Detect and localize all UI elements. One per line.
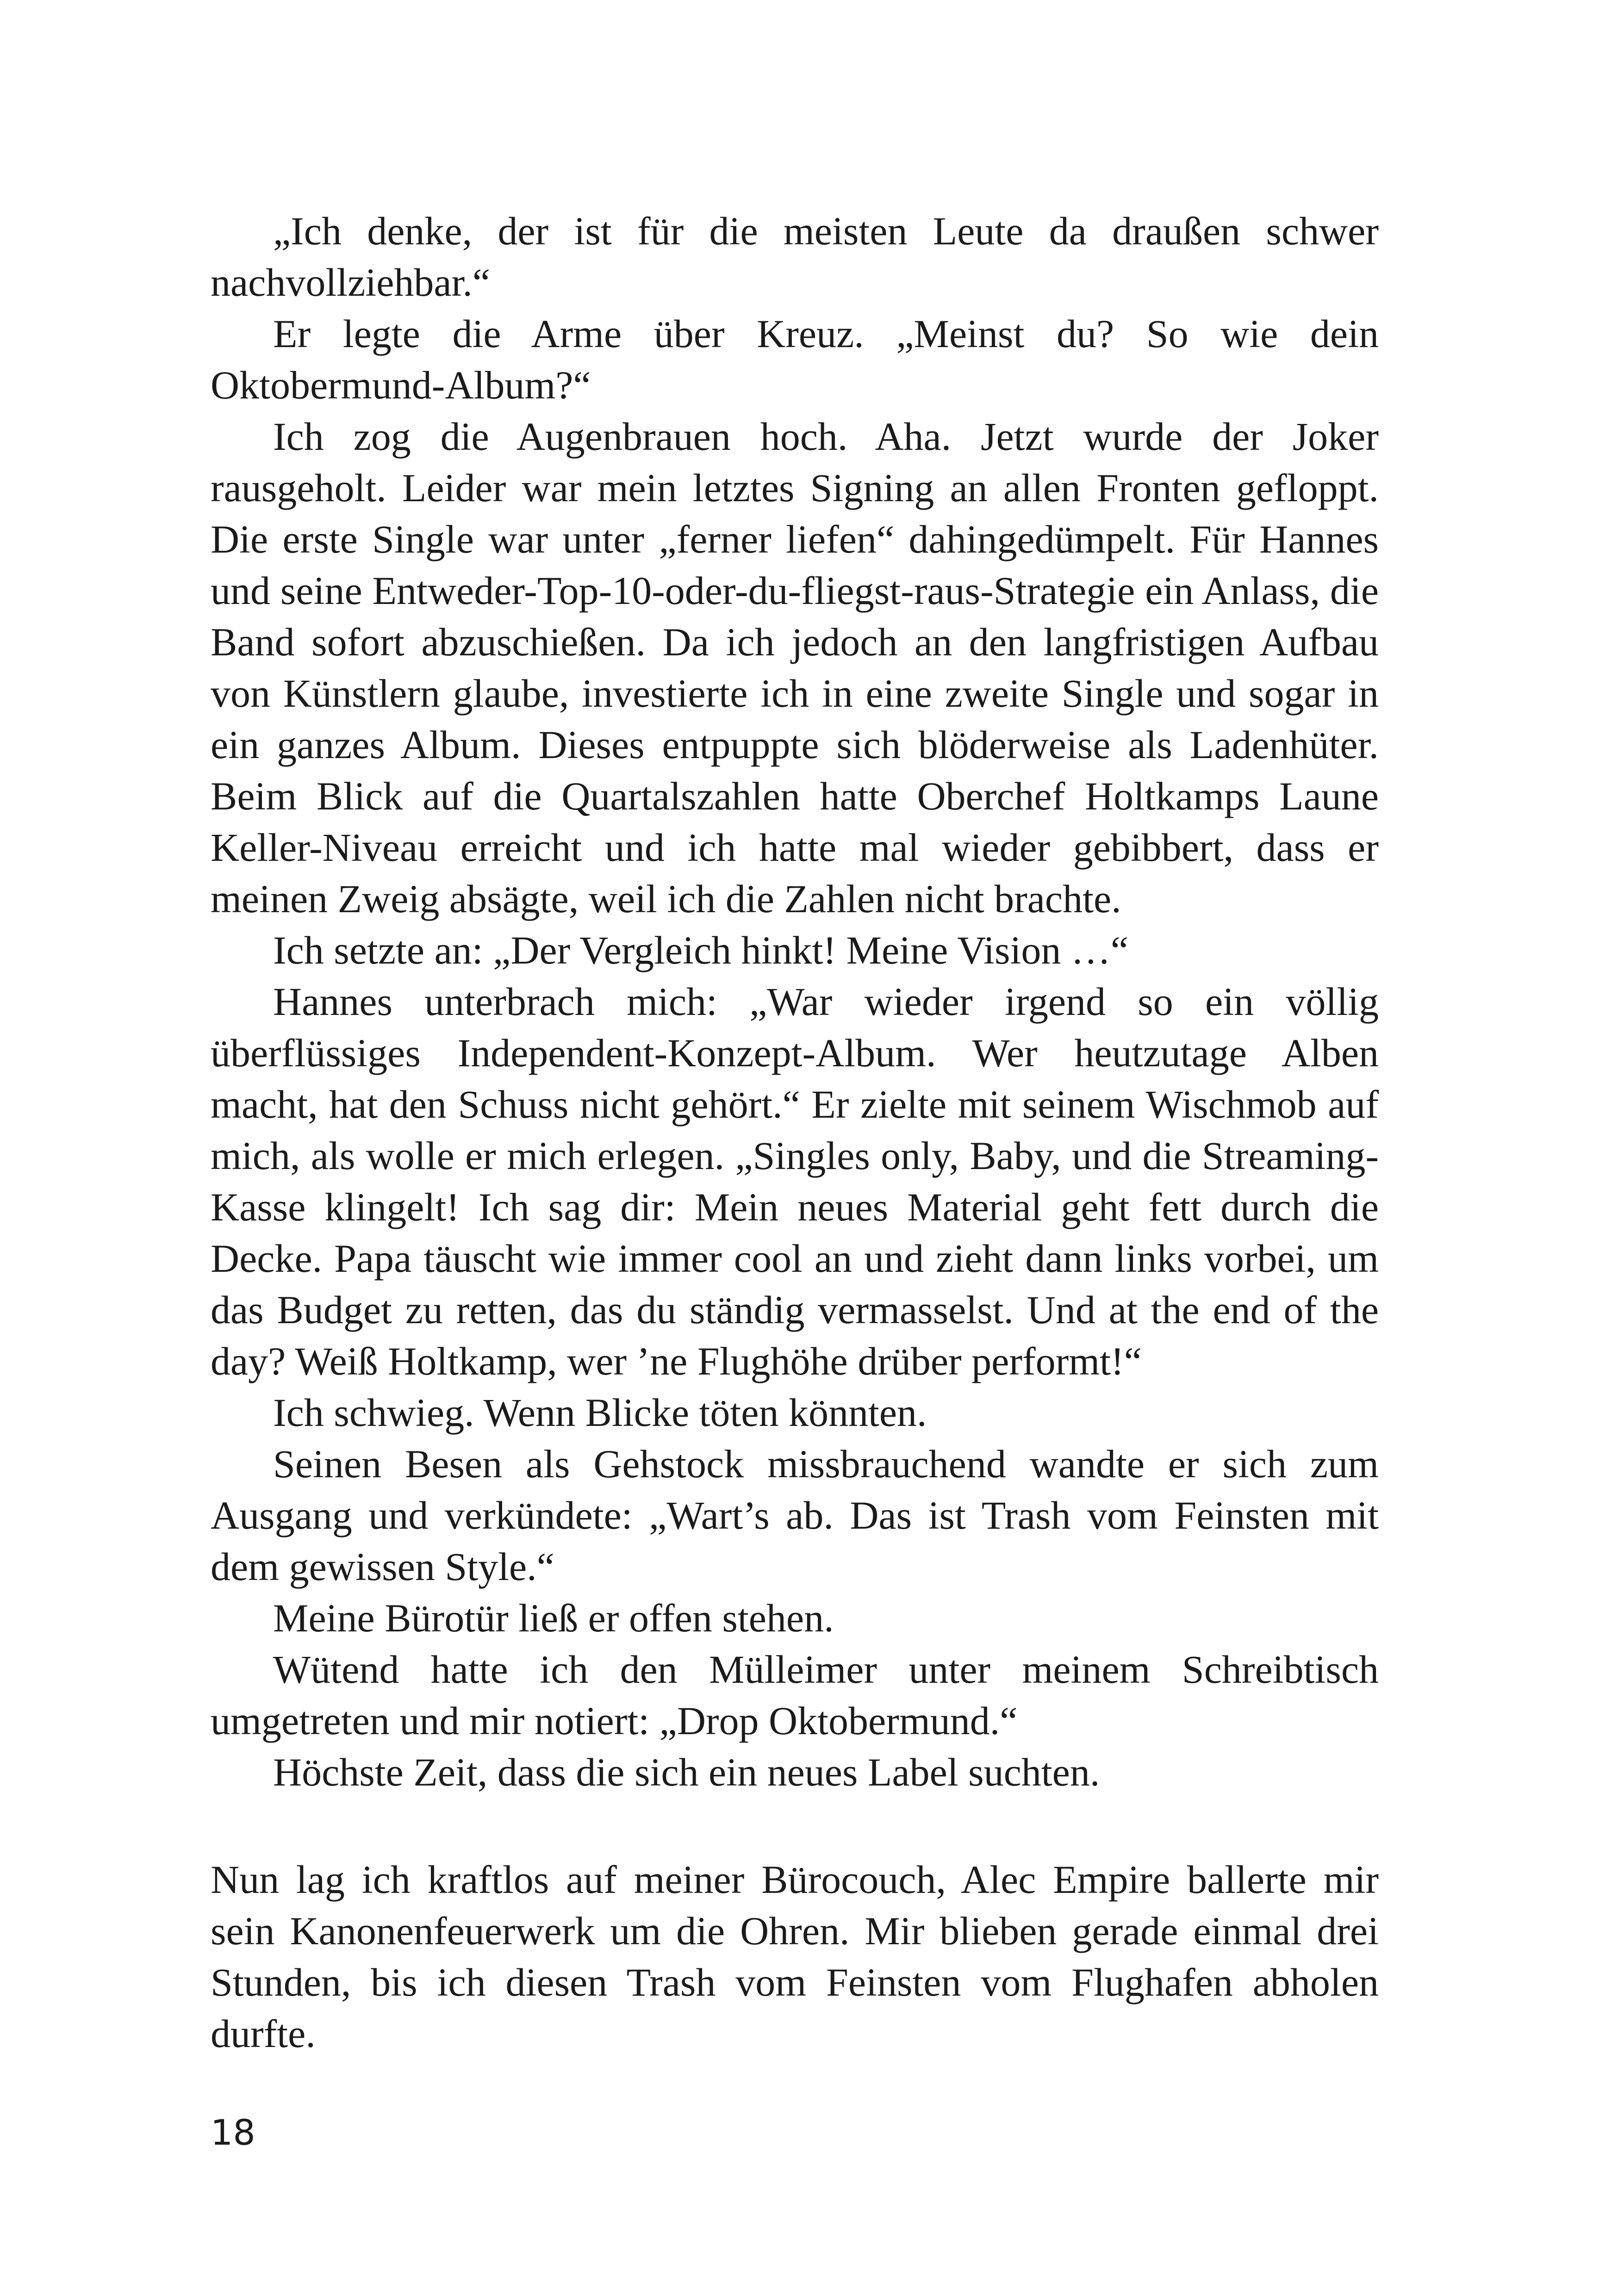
paragraph: Ich setzte an: „Der Vergleich hinkt! Meine Vision …“ [273, 928, 1129, 972]
paragraph: Meine Bürotür ließ er offen stehen. [273, 1596, 834, 1640]
paragraph: Er legte die Arme über Kreuz. „Meinst du? So wie dein Oktobermund-Album?“ [211, 311, 1379, 407]
paragraph: Ich schwieg. Wenn Blicke töten könnten. [273, 1390, 927, 1435]
paragraph: „Ich denke, der ist für die meisten Leute da draußen schwer nachvollziehbar.“ [211, 209, 1379, 305]
paragraph: Nun lag ich kraftlos auf meiner Bürocouch, Alec Empire ballerte mir sein Kanonenfeuerwerk um die Ohren. Mir blieben gerade einmal drei Stunden, bis ich diesen Trash vom Feinsten vom Flughafen abholen durfte. [211, 1857, 1379, 2056]
paragraph: Ich zog die Augenbrauen hoch. Aha. Jetzt wurde der Joker rausgeholt. Leider war mein letztes Signing an allen Fronten gefloppt. Die erste Single war unter „ferner liefen“ dahingedümpelt. Für Hannes und seine Entweder-Top-10-oder-du-fliegst-raus-Strategie ein Anlass, die Band sofort abzuschießen. Da ich jedoch an den langfristigen Aufbau von Künstlern glaube, investierte ich in eine zweite Single und sogar in ein ganzes Album. Dieses entpuppte sich blöderweise als Ladenhüter. Beim Blick auf die Quartalszahlen hatte Oberchef Holtkamps Laune Keller-Niveau erreicht und ich hatte mal wieder gebibbert, dass er meinen Zweig absägte, weil ich die Zahlen nicht brachte. [211, 414, 1379, 921]
paragraph: Höchste Zeit, dass die sich ein neues Label suchten. [273, 1750, 1100, 1794]
paragraph: Wütend hatte ich den Mülleimer unter meinem Schreibtisch umgetreten und mir notiert: „Drop Oktobermund.“ [211, 1647, 1379, 1743]
text-section-dialogue [211, 205, 1379, 1798]
paragraph: Hannes unterbrach mich: „War wieder irgend so ein völlig überflüssiges Independent-Konzept-Album. Wer heutzutage Alben macht, hat den Schuss nicht gehört.“ Er zielte mit seinem Wischmob auf mich, als wolle er mich erlegen. „Singles only, Baby, und die Streaming-Kasse klingelt! Ich sag dir: Mein neues Material geht fett durch die Decke. Papa täuscht wie immer cool an und zieht dann links vorbei, um das Budget zu retten, das du ständig vermasselst. Und at the end of the day? Weiß Holtkamp, wer ’ne Flughöhe drüber performt!“ [211, 979, 1379, 1383]
paragraph: Seinen Besen als Gehstock missbrauchend wandte er sich zum Ausgang und verkündete: „Wart’s ab. Das ist Trash vom Feinsten mit dem gewissen Style.“ [211, 1442, 1379, 1589]
page-number: 18 [211, 2112, 255, 2153]
text-section-scene-break [211, 1854, 1379, 2060]
